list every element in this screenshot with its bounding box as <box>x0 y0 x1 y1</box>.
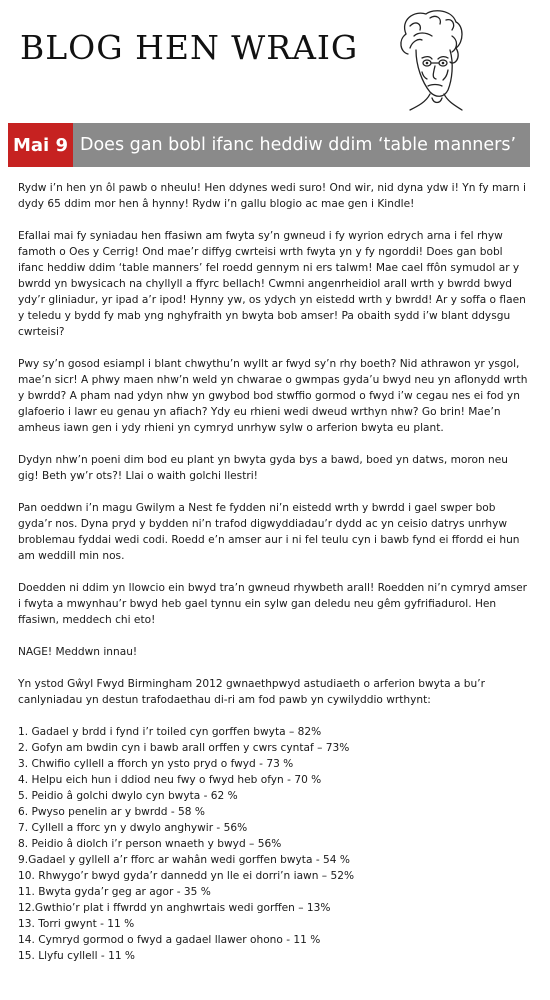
list-item: 9.Gadael y gyllell a’r fforc ar wahân wedi gorffen bwyta - 54 % <box>18 854 350 866</box>
post-paragraph: Dydyn nhw’n poeni dim bod eu plant yn bwyta gyda bys a bawd, boed yn datws, moron neu gig! Beth yw’r ots?! Llai o waith golchi llestri! <box>18 454 509 482</box>
list-item: 10. Rhwygo’r bwyd gyda’r dannedd yn lle ei dorri’n iawn – 52% <box>18 870 355 882</box>
post-title: Does gan bobl ifanc heddiw ddim ‘table manners’ <box>80 135 517 155</box>
list-item: 15. Llyfu cyllell - 11 % <box>18 950 135 962</box>
post-paragraph: Pan oeddwn i’n magu Gwilym a Nest fe fydden ni’n eistedd wrth y bwrdd i gael swper bob gyda’r nos. Dyna pryd y bydden ni’n trafod digwyddiadau’r dydd ac yn ceisio datrys unrhyw broblemau fyddai wedi codi. Roedd e’n amser aur i ni fel teulu cyn i bawb fynd ei ffordd ei hun am weddill min nos. <box>18 502 520 562</box>
old-woman-portrait-icon <box>392 6 468 114</box>
list-item: 13. Torri gwynt - 11 % <box>18 918 135 930</box>
list-item: 8. Peidio â diolch i’r person wnaeth y bwyd – 56% <box>18 838 282 850</box>
list-item: 3. Chwifio cyllell a fforch yn ysto pryd o fwyd - 73 % <box>18 758 294 770</box>
post-header-bar <box>8 123 530 167</box>
list-item: 12.Gwthio’r plat i ffwrdd yn anghwrtais wedi gorffen – 13% <box>18 902 331 914</box>
list-item: 1. Gadael y brdd i fynd i’r toiled cyn gorffen bwyta – 82% <box>18 726 322 738</box>
list-item: 4. Helpu eich hun i ddiod neu fwy o fwyd heb ofyn - 70 % <box>18 774 322 786</box>
post-paragraph: Pwy sy’n gosod esiampl i blant chwythu’n wyllt ar fwyd sy’n rhy boeth? Nid athrawon yr ysgol, mae’n sicr! A phwy maen nhw’n weld yn chwarae o gwmpas gyda’u bwyd neu yn aflonydd wrth y bwrdd? A pham nad ydyn nhw yn gwybod bod stwffio gormod o fwyd i’w cegau nes ei fod yn glafoerio i lawr eu genau yn afiach? Ydy eu rhieni wedi dweud wrthyn nhw? Go brin! Mae’n amheus iawn gen i ydy rhieni yn cymryd unrhyw sylw o arferion bwyta eu plant. <box>18 358 528 434</box>
list-item: 7. Cyllell a fforc yn y dwylo anghywir - 56% <box>18 822 248 834</box>
blog-masthead <box>0 0 550 118</box>
blog-title: BLOG HEN WRAIG <box>20 28 359 67</box>
manners-ranking-list <box>18 724 530 964</box>
post-paragraph: Yn ystod Gŵyl Fwyd Birmingham 2012 gwnaethpwyd astudiaeth o arferion bwyta a bu’r canlyniadau yn destun trafodaethau di-ri am fod pawb yn cywilyddio wrthynt: <box>18 678 485 706</box>
post-paragraph: Doedden ni ddim yn llowcio ein bwyd tra’n gwneud rhywbeth arall! Roedden ni’n cymryd amser i fwyta a mwynhau’r bwyd heb gael tynnu ein sylw gan deledu neu gêm gyfrifiadurol. Hen ffasiwn, meddech chi eto! <box>18 582 527 626</box>
post-body <box>18 180 530 964</box>
list-item: 14. Cymryd gormod o fwyd a gadael llawer ohono - 11 % <box>18 934 321 946</box>
list-item: 2. Gofyn am bwdin cyn i bawb arall orffen y cwrs cyntaf – 73% <box>18 742 350 754</box>
list-item: 6. Pwyso penelin ar y bwrdd - 58 % <box>18 806 205 818</box>
post-paragraph: NAGE! Meddwn innau! <box>18 646 138 658</box>
post-date-badge: Mai 9 <box>8 123 73 167</box>
list-item: 5. Peidio â golchi dwylo cyn bwyta - 62 % <box>18 790 238 802</box>
post-paragraph: Rydw i’n hen yn ôl pawb o nheulu! Hen ddynes wedi suro! Ond wir, nid dyna ydw i! Yn fy marn i dydy 65 ddim mor hen â hynny! Rydw i’n gallu blogio ac mae gen i Kindle! <box>18 182 526 210</box>
post-paragraph: Efallai mai fy syniadau hen ffasiwn am fwyta sy’n gwneud i fy wyrion edrych arna i fel rhyw famoth o Oes y Cerrig! Ond mae’r diffyg cwrteisi wrth fwyta yn y fy ngorddi! Does gan bobl ifanc heddiw ddim ‘table manners’ fel roedd gennym ni ers talwm! Mae cael ffôn symudol ar y bwrdd yn bwysicach na chyllyll a ffyrc bellach! Cwmni angenrheidiol arall wrth y bwrdd bwyd ydy’r gliniadur, yr ipad a’r ipod! Hynny yw, os ydych yn eistedd wrth y bwrdd! Ar y soffa o flaen y teledu y bydd fy mab yng nghyfraith yn bwyta bob amser! Pa obaith sydd i’w blant ddysgu cwrteisi? <box>18 230 526 338</box>
list-item: 11. Bwyta gyda’r geg ar agor - 35 % <box>18 886 211 898</box>
